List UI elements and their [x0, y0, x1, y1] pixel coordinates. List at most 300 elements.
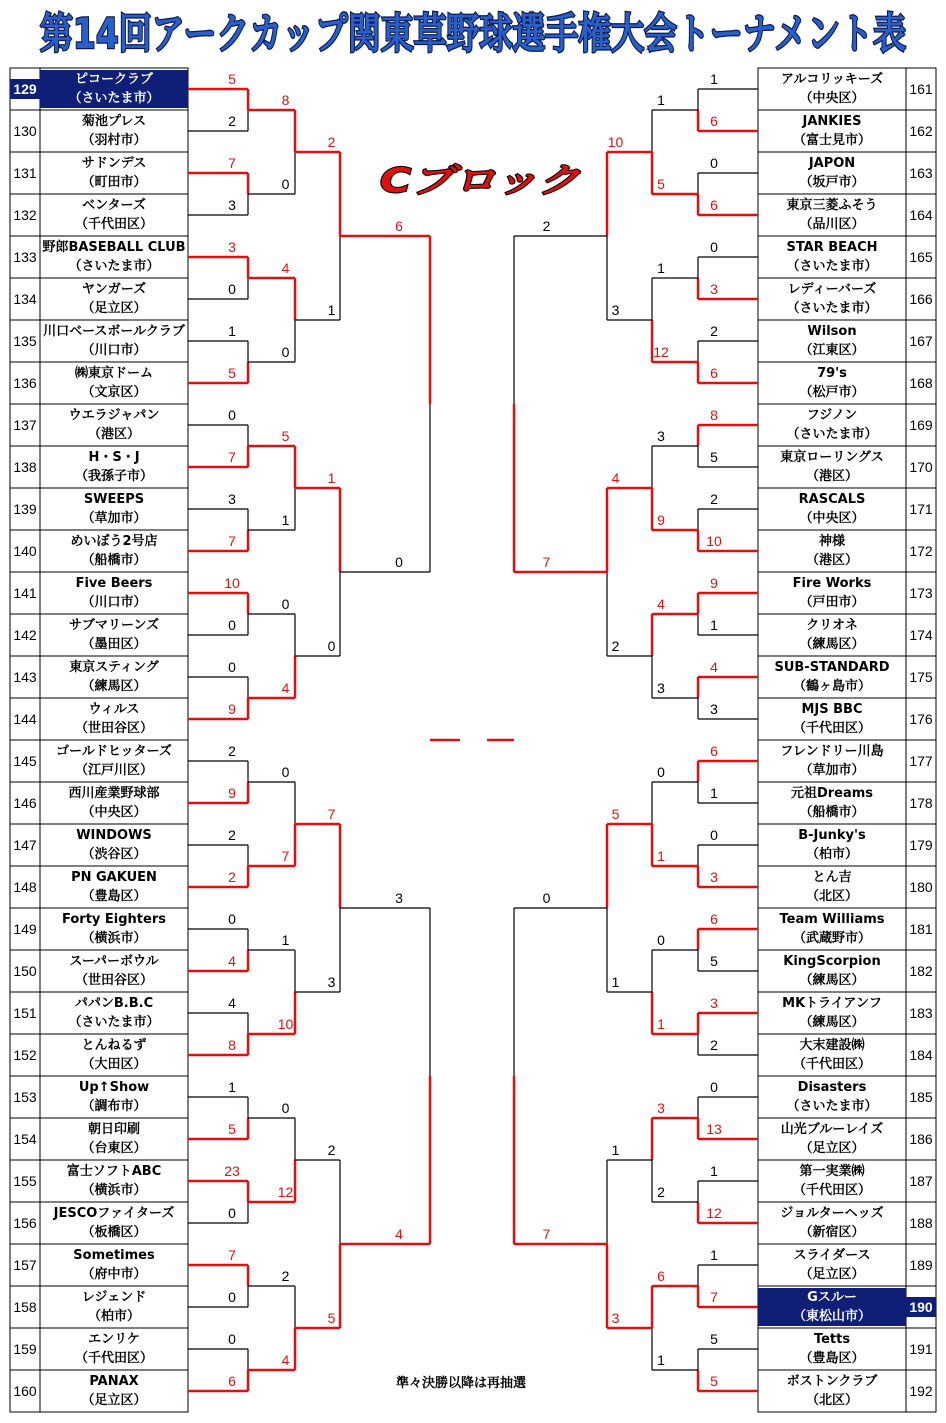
team-name: ゴールドヒッターズ — [56, 744, 172, 759]
team-name: サブマリーンズ — [68, 618, 160, 633]
team-number: 157 — [13, 1257, 37, 1273]
team-area: （富士見市） — [792, 133, 871, 148]
team-cell — [40, 112, 188, 150]
score: 0 — [710, 239, 718, 255]
team-name: JESCOファイターズ — [53, 1206, 175, 1221]
team-number: 187 — [909, 1173, 933, 1189]
team-area: （足立区） — [81, 1393, 147, 1408]
team-name: Team Williams — [779, 912, 885, 927]
score: 8 — [710, 407, 718, 423]
team-number: 144 — [13, 711, 37, 727]
team-number: 175 — [909, 669, 933, 685]
team-cell — [758, 616, 906, 654]
score: 0 — [327, 638, 336, 654]
score: 1 — [657, 92, 665, 108]
score: 10 — [224, 575, 240, 591]
team-name: とん吉 — [812, 870, 852, 885]
team-name: 東京スティング — [69, 660, 159, 675]
team-cell — [40, 364, 188, 402]
team-cell — [40, 406, 188, 444]
score: 4 — [657, 596, 665, 612]
team-area: （渋谷区） — [81, 847, 147, 862]
team-number: 185 — [909, 1089, 933, 1105]
score: 6 — [710, 743, 718, 759]
team-cell — [758, 70, 906, 108]
team-area: （さいたま市） — [786, 259, 878, 274]
score: 0 — [228, 1331, 236, 1347]
score: 7 — [228, 1247, 236, 1263]
team-number: 158 — [13, 1299, 37, 1315]
score: 2 — [710, 491, 718, 507]
score: 0 — [657, 764, 665, 780]
team-cell — [40, 784, 188, 822]
score: 5 — [710, 953, 718, 969]
score: 7 — [327, 806, 336, 822]
team-name: 富士ソフトABC — [66, 1164, 162, 1179]
score: 3 — [657, 1100, 665, 1116]
title-text: 第14回アークカップ関東草野球選手権大会トーナメント表 — [40, 9, 906, 58]
team-number: 164 — [909, 207, 933, 223]
team-number: 183 — [909, 1005, 933, 1021]
team-number: 171 — [909, 501, 933, 517]
score: 1 — [228, 323, 236, 339]
team-name: KingScorpion — [783, 954, 881, 969]
score: 7 — [281, 848, 290, 864]
team-name: SWEEPS — [83, 492, 145, 507]
team-number: 151 — [13, 1005, 37, 1021]
team-number: 146 — [13, 795, 37, 811]
score: 2 — [228, 827, 236, 843]
team-area: （川口市） — [81, 343, 147, 358]
score: 6 — [710, 911, 718, 927]
team-number: 181 — [909, 921, 933, 937]
score: 0 — [281, 1100, 290, 1116]
score: 12 — [653, 344, 669, 360]
team-number: 147 — [13, 837, 37, 853]
score: 0 — [228, 617, 236, 633]
team-number: 153 — [13, 1089, 37, 1105]
score: 4 — [281, 680, 290, 696]
team-number: 166 — [909, 291, 933, 307]
score: 2 — [281, 1268, 290, 1284]
team-number: 149 — [13, 921, 37, 937]
team-cell — [758, 910, 906, 948]
team-area: （文京区） — [81, 385, 147, 400]
score: 7 — [228, 449, 236, 465]
team-area: （柏市） — [87, 1309, 140, 1324]
score: 1 — [611, 1142, 620, 1158]
team-number: 141 — [13, 585, 37, 601]
team-area: （中央区） — [81, 805, 147, 820]
score: 5 — [710, 1331, 718, 1347]
team-number: 178 — [909, 795, 933, 811]
team-number: 130 — [13, 123, 37, 139]
team-area: （練馬区） — [799, 637, 865, 652]
team-area: （千代田区） — [74, 1351, 153, 1366]
team-number: 165 — [909, 249, 933, 265]
team-cell — [758, 406, 906, 444]
team-cell — [40, 1330, 188, 1368]
team-area: （中央区） — [799, 511, 865, 526]
team-name: 神様 — [818, 534, 845, 549]
team-area: （さいたま市） — [68, 1015, 160, 1030]
score: 1 — [657, 848, 665, 864]
score: 4 — [395, 1226, 403, 1242]
team-number: 180 — [909, 879, 933, 895]
score: 9 — [710, 575, 718, 591]
score: 4 — [710, 659, 718, 675]
score: 1 — [327, 470, 336, 486]
team-area: （港区） — [805, 469, 858, 484]
team-number: 169 — [909, 417, 933, 433]
block-label-text: Cブロック — [380, 161, 582, 201]
team-name: 菊池プレス — [81, 114, 147, 129]
team-cell — [40, 280, 188, 318]
score: 3 — [710, 869, 718, 885]
team-number: 140 — [13, 543, 37, 559]
team-number: 170 — [909, 459, 933, 475]
team-area: （さいたま市） — [68, 91, 160, 106]
score: 5 — [611, 806, 620, 822]
score: 2 — [542, 218, 551, 234]
team-number: 145 — [13, 753, 37, 769]
team-number: 188 — [909, 1215, 933, 1231]
team-area: （千代田区） — [792, 721, 871, 736]
team-cell — [758, 1330, 906, 1368]
score: 4 — [281, 1352, 290, 1368]
team-area: （調布市） — [81, 1099, 147, 1114]
score: 23 — [224, 1163, 240, 1179]
team-cell — [40, 910, 188, 948]
team-area: （北区） — [805, 1393, 858, 1408]
team-area: （千代田区） — [74, 217, 153, 232]
team-number: 159 — [13, 1341, 37, 1357]
team-cell — [40, 1120, 188, 1158]
score: 13 — [706, 1121, 722, 1137]
score: 2 — [611, 638, 620, 654]
score: 3 — [228, 491, 236, 507]
team-name: Forty Eighters — [62, 912, 166, 927]
team-number: 167 — [909, 333, 933, 349]
team-area: （港区） — [87, 427, 140, 442]
team-name: Five Beers — [75, 576, 153, 591]
team-name: MKトライアンフ — [782, 996, 882, 1011]
score: 2 — [327, 134, 336, 150]
score: 0 — [657, 932, 665, 948]
score: 3 — [710, 995, 718, 1011]
team-cell — [758, 784, 906, 822]
team-area: （台東区） — [81, 1141, 147, 1156]
team-number: 168 — [909, 375, 933, 391]
team-name: フレンドリー川島 — [780, 744, 884, 759]
team-name: MJS BBC — [801, 702, 863, 717]
team-name: ピコークラブ — [74, 72, 153, 87]
team-name: 野郎BASEBALL CLUB — [42, 240, 186, 255]
team-name: レジェンド — [81, 1290, 147, 1305]
team-name: 西川産業野球部 — [68, 786, 160, 801]
score: 6 — [710, 113, 718, 129]
team-cell — [40, 154, 188, 192]
team-cell — [40, 1372, 188, 1410]
score: 1 — [657, 260, 665, 276]
team-area: （草加市） — [81, 511, 147, 526]
team-cell — [758, 658, 906, 696]
score: 7 — [542, 1226, 551, 1242]
team-name: Gスルー — [807, 1290, 857, 1305]
team-name: スライダース — [793, 1248, 871, 1263]
team-area: （羽村市） — [81, 133, 147, 148]
team-area: （練馬区） — [799, 973, 865, 988]
score: 2 — [228, 743, 236, 759]
team-number: 131 — [13, 165, 37, 181]
team-area: （板橋区） — [81, 1225, 147, 1240]
team-number: 176 — [909, 711, 933, 727]
score: 1 — [710, 617, 718, 633]
score: 5 — [710, 1373, 718, 1389]
score: 5 — [281, 428, 290, 444]
team-area: （我孫子市） — [74, 469, 153, 484]
team-area: （船橋市） — [81, 553, 147, 568]
team-name: PANAX — [89, 1374, 139, 1389]
score: 0 — [281, 764, 290, 780]
score: 1 — [657, 1352, 665, 1368]
team-name: STAR BEACH — [786, 240, 878, 255]
team-number: 148 — [13, 879, 37, 895]
team-cell — [758, 238, 906, 276]
score: 0 — [228, 1289, 236, 1305]
score: 7 — [710, 1289, 718, 1305]
team-name: クリオネ — [806, 618, 858, 633]
team-cell — [758, 1036, 906, 1074]
team-name: スーパーボウル — [69, 954, 159, 969]
team-cell — [758, 532, 906, 570]
team-cell — [40, 1162, 188, 1200]
team-number: 134 — [13, 291, 37, 307]
team-cell — [758, 364, 906, 402]
team-cell — [40, 616, 188, 654]
team-cell — [758, 952, 906, 990]
team-area: （船橋市） — [799, 805, 865, 820]
team-cell — [40, 1036, 188, 1074]
team-name: SUB-STANDARD — [774, 660, 890, 675]
score: 2 — [228, 869, 236, 885]
team-area: （川口市） — [81, 595, 147, 610]
team-area: （松戸市） — [799, 385, 865, 400]
team-cell — [40, 868, 188, 906]
score: 3 — [395, 890, 403, 906]
team-area: （江戸川区） — [74, 763, 153, 778]
team-cell — [758, 574, 906, 612]
team-area: （さいたま市） — [786, 301, 878, 316]
team-cell — [758, 112, 906, 150]
team-cell — [758, 1078, 906, 1116]
score: 12 — [706, 1205, 722, 1221]
team-cell — [40, 1204, 188, 1242]
team-name: めいぼう2号店 — [70, 534, 158, 549]
score: 0 — [228, 659, 236, 675]
team-name: ヤンガーズ — [81, 282, 147, 297]
team-area: （坂戸市） — [799, 175, 865, 190]
team-name: 東京ローリングス — [780, 450, 884, 465]
team-area: （港区） — [805, 553, 858, 568]
score: 4 — [611, 470, 620, 486]
footnote: 準々決勝以降は再抽選 — [396, 1376, 527, 1391]
score: 3 — [228, 239, 236, 255]
team-cell — [40, 448, 188, 486]
team-area: （柏市） — [805, 847, 858, 862]
team-area: （墨田区） — [81, 637, 147, 652]
team-cell — [758, 1120, 906, 1158]
team-name: フジノン — [806, 408, 858, 423]
team-number: 152 — [13, 1047, 37, 1063]
team-name: レディーバーズ — [787, 282, 877, 297]
team-number: 150 — [13, 963, 37, 979]
score: 5 — [228, 71, 236, 87]
team-name: Sometimes — [73, 1248, 155, 1263]
team-cell — [40, 952, 188, 990]
team-cell — [758, 1204, 906, 1242]
score: 8 — [228, 1037, 236, 1053]
team-number: 163 — [909, 165, 933, 181]
team-number: 190 — [906, 1297, 936, 1317]
team-number: 133 — [13, 249, 37, 265]
team-cell — [40, 1246, 188, 1284]
score: 0 — [542, 890, 551, 906]
team-name: ボストンクラブ — [786, 1374, 878, 1389]
score: 4 — [228, 995, 236, 1011]
score: 1 — [327, 302, 336, 318]
team-name: JANKIES — [802, 114, 862, 129]
team-name: H・S・J — [88, 450, 140, 465]
team-name: Up↑Show — [78, 1080, 150, 1095]
team-area: （江東区） — [799, 343, 865, 358]
team-area: （千代田区） — [792, 1183, 871, 1198]
score: 5 — [710, 449, 718, 465]
team-name: ㈱東京ドーム — [74, 366, 153, 381]
score: 5 — [228, 365, 236, 381]
team-name: 山光ブルーレイズ — [780, 1122, 884, 1137]
team-number: 174 — [909, 627, 933, 643]
score: 1 — [657, 1016, 665, 1032]
team-number: 137 — [13, 417, 37, 433]
team-area: （足立区） — [799, 1267, 865, 1282]
team-cell — [40, 196, 188, 234]
score: 1 — [281, 512, 290, 528]
team-number: 177 — [909, 753, 933, 769]
team-number: 172 — [909, 543, 933, 559]
team-cell — [40, 238, 188, 276]
team-cell — [40, 70, 188, 108]
team-number: 138 — [13, 459, 37, 475]
score: 8 — [281, 92, 290, 108]
team-cell — [40, 658, 188, 696]
team-area: （さいたま市） — [786, 1099, 878, 1114]
team-cell — [758, 826, 906, 864]
team-cell — [40, 574, 188, 612]
score: 0 — [281, 344, 290, 360]
team-area: （豊島区） — [799, 1351, 865, 1366]
team-area: （東松山市） — [792, 1309, 871, 1324]
team-area: （練馬区） — [799, 1015, 865, 1030]
team-area: （北区） — [805, 889, 858, 904]
score: 0 — [710, 827, 718, 843]
score: 7 — [542, 554, 551, 570]
team-name: ウィルス — [88, 702, 140, 717]
team-area: （足立区） — [81, 301, 147, 316]
score: 2 — [327, 1142, 336, 1158]
team-number: 155 — [13, 1173, 37, 1189]
team-name: PN GAKUEN — [71, 870, 157, 885]
team-name: 東京三菱ふそう — [786, 198, 878, 213]
score: 10 — [277, 1016, 294, 1032]
team-area: （世田谷区） — [74, 721, 153, 736]
team-name: エンリケ — [88, 1332, 140, 1347]
score: 1 — [281, 932, 290, 948]
score: 2 — [710, 1037, 718, 1053]
team-number: 192 — [909, 1383, 933, 1399]
team-area: （町田市） — [81, 175, 147, 190]
team-cell — [758, 1288, 906, 1326]
team-area: （練馬区） — [81, 679, 147, 694]
team-number: 160 — [13, 1383, 37, 1399]
score: 0 — [228, 911, 236, 927]
score: 6 — [395, 218, 403, 234]
team-number: 179 — [909, 837, 933, 853]
team-name: ジョルターヘッズ — [780, 1206, 884, 1221]
score: 3 — [228, 197, 236, 213]
score: 3 — [327, 974, 336, 990]
team-area: （横浜市） — [81, 1183, 147, 1198]
score: 5 — [327, 1310, 336, 1326]
team-cell — [758, 490, 906, 528]
team-name: とんねるず — [81, 1038, 147, 1053]
team-cell — [758, 1162, 906, 1200]
score: 9 — [657, 512, 665, 528]
team-area: （戸田市） — [799, 595, 865, 610]
score: 3 — [710, 701, 718, 717]
team-number: 186 — [909, 1131, 933, 1147]
score: 0 — [228, 1205, 236, 1221]
team-cell — [40, 322, 188, 360]
team-cell — [758, 196, 906, 234]
team-name: 大末建設㈱ — [799, 1038, 865, 1053]
team-area: （武蔵野市） — [792, 931, 871, 946]
score: 0 — [228, 407, 236, 423]
team-area: （府中市） — [81, 1267, 147, 1282]
team-area: （さいたま市） — [68, 259, 160, 274]
score: 1 — [710, 1247, 718, 1263]
score: 2 — [710, 323, 718, 339]
team-cell — [40, 532, 188, 570]
team-number: 129 — [10, 79, 40, 99]
team-number: 161 — [909, 81, 933, 97]
score: 3 — [657, 428, 665, 444]
team-number: 132 — [13, 207, 37, 223]
team-cell — [40, 994, 188, 1032]
team-cell — [40, 490, 188, 528]
team-area: （大田区） — [81, 1057, 147, 1072]
team-number: 182 — [909, 963, 933, 979]
team-number: 173 — [909, 585, 933, 601]
team-area: （豊島区） — [81, 889, 147, 904]
team-name: Disasters — [797, 1080, 867, 1095]
team-area: （草加市） — [799, 763, 865, 778]
team-cell — [758, 994, 906, 1032]
team-area: （千代田区） — [792, 1057, 871, 1072]
team-name: Tetts — [813, 1332, 851, 1347]
score: 4 — [228, 953, 236, 969]
team-number: 136 — [13, 375, 37, 391]
